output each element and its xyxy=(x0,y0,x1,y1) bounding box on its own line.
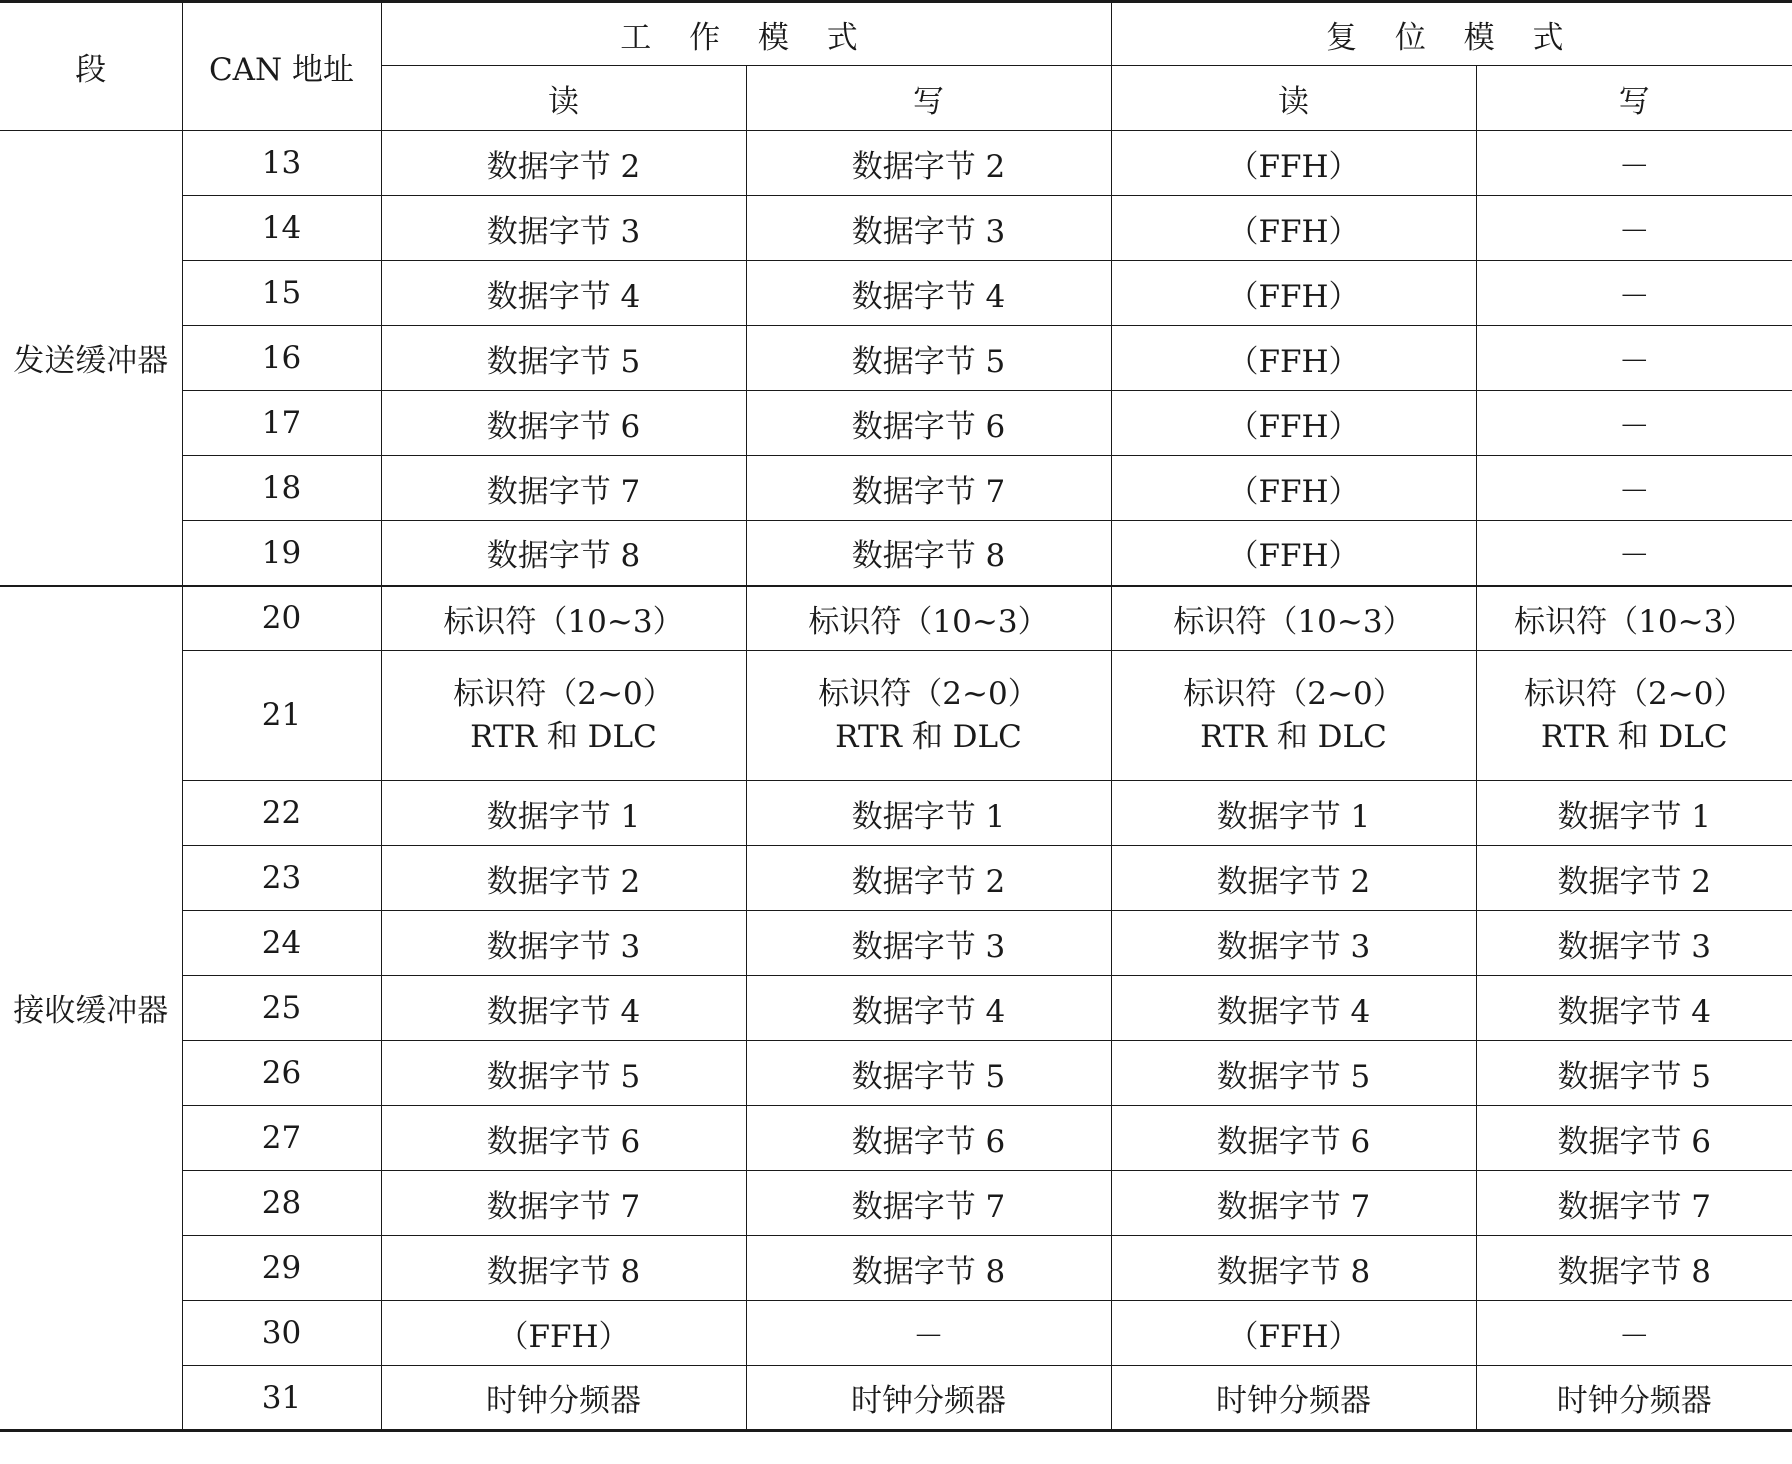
reset-write-cell: 数据字节 2 xyxy=(1476,846,1792,911)
operating-read-cell: （FFH） xyxy=(381,1301,746,1366)
reset-read-cell: 数据字节 7 xyxy=(1111,1171,1476,1236)
operating-read-cell: 数据字节 4 xyxy=(381,976,746,1041)
operating-write-cell: 数据字节 7 xyxy=(746,1171,1111,1236)
reset-write-cell: － xyxy=(1476,196,1792,261)
operating-read-cell: 时钟分频器 xyxy=(381,1366,746,1431)
reset-read-cell: （FFH） xyxy=(1111,1301,1476,1366)
operating-read-cell: 数据字节 2 xyxy=(381,131,746,196)
operating-read-cell: 数据字节 8 xyxy=(381,521,746,586)
table-body xyxy=(0,131,1792,1431)
address-cell: 27 xyxy=(182,1106,381,1171)
operating-write-cell: － xyxy=(746,1301,1111,1366)
table-row xyxy=(0,651,1792,781)
operating-write-cell: 数据字节 2 xyxy=(746,846,1111,911)
reset-read-cell: 数据字节 3 xyxy=(1111,911,1476,976)
address-cell: 29 xyxy=(182,1236,381,1301)
operating-write-cell xyxy=(746,651,1111,781)
reset-write-cell: － xyxy=(1476,1301,1792,1366)
header-segment: 段 xyxy=(0,2,182,131)
table-header xyxy=(0,2,1792,131)
operating-read-cell: 数据字节 5 xyxy=(381,326,746,391)
address-cell: 30 xyxy=(182,1301,381,1366)
cell-line: RTR 和 DLC xyxy=(835,718,1022,755)
reset-read-cell: 数据字节 2 xyxy=(1111,846,1476,911)
reset-read-cell: 数据字节 1 xyxy=(1111,781,1476,846)
operating-write-cell: 数据字节 2 xyxy=(746,131,1111,196)
operating-write-cell: 标识符（10~3） xyxy=(746,586,1111,651)
header-operating-mode: 工 作 模 式 xyxy=(381,2,1111,66)
reset-write-cell: 数据字节 5 xyxy=(1476,1041,1792,1106)
header-reset-write: 写 xyxy=(1476,66,1792,131)
reset-write-cell: 时钟分频器 xyxy=(1476,1366,1792,1431)
operating-write-cell: 数据字节 5 xyxy=(746,1041,1111,1106)
address-cell: 21 xyxy=(182,651,381,781)
reset-read-cell: 数据字节 4 xyxy=(1111,976,1476,1041)
cell-line: RTR 和 DLC xyxy=(1540,718,1728,755)
operating-write-cell: 数据字节 8 xyxy=(746,1236,1111,1301)
reset-read-cell: 数据字节 5 xyxy=(1111,1041,1476,1106)
operating-read-cell: 数据字节 2 xyxy=(381,846,746,911)
operating-write-cell: 数据字节 8 xyxy=(746,521,1111,586)
address-cell: 26 xyxy=(182,1041,381,1106)
reset-write-cell: － xyxy=(1476,521,1792,586)
address-cell: 17 xyxy=(182,391,381,456)
reset-write-cell: － xyxy=(1476,131,1792,196)
operating-read-cell: 数据字节 5 xyxy=(381,1041,746,1106)
table-row xyxy=(0,911,1792,976)
reset-write-cell: 数据字节 6 xyxy=(1476,1106,1792,1171)
reset-read-cell: （FFH） xyxy=(1111,521,1476,586)
address-cell: 23 xyxy=(182,846,381,911)
table-row xyxy=(0,261,1792,326)
table-row xyxy=(0,1171,1792,1236)
operating-read-cell: 标识符（10~3） xyxy=(381,586,746,651)
address-cell: 22 xyxy=(182,781,381,846)
reset-read-cell: （FFH） xyxy=(1111,326,1476,391)
reset-write-cell: － xyxy=(1476,391,1792,456)
reset-write-cell: 数据字节 7 xyxy=(1476,1171,1792,1236)
header-operating-read: 读 xyxy=(381,66,746,131)
table-row xyxy=(0,456,1792,521)
address-cell: 18 xyxy=(182,456,381,521)
reset-read-cell xyxy=(1111,651,1476,781)
cell-line: RTR 和 DLC xyxy=(1200,718,1387,755)
address-cell: 20 xyxy=(182,586,381,651)
operating-write-cell: 数据字节 3 xyxy=(746,196,1111,261)
operating-write-cell: 数据字节 1 xyxy=(746,781,1111,846)
address-cell: 28 xyxy=(182,1171,381,1236)
table-row xyxy=(0,1041,1792,1106)
operating-read-cell: 数据字节 4 xyxy=(381,261,746,326)
reset-read-cell: （FFH） xyxy=(1111,131,1476,196)
reset-write-cell: 数据字节 3 xyxy=(1476,911,1792,976)
reset-read-cell: 数据字节 6 xyxy=(1111,1106,1476,1171)
header-reset-mode: 复 位 模 式 xyxy=(1111,2,1792,66)
reset-read-cell: （FFH） xyxy=(1111,391,1476,456)
reset-write-cell: 数据字节 1 xyxy=(1476,781,1792,846)
address-cell: 16 xyxy=(182,326,381,391)
reset-write-cell: － xyxy=(1476,456,1792,521)
cell-line: 标识符（2~0） xyxy=(453,675,674,712)
table-row xyxy=(0,131,1792,196)
reset-read-cell: 时钟分频器 xyxy=(1111,1366,1476,1431)
reset-read-cell: （FFH） xyxy=(1111,261,1476,326)
operating-read-cell: 数据字节 7 xyxy=(381,1171,746,1236)
reset-write-cell xyxy=(1476,651,1792,781)
reset-read-cell: （FFH） xyxy=(1111,196,1476,261)
cell-line: RTR 和 DLC xyxy=(470,718,657,755)
table-row xyxy=(0,1236,1792,1301)
table-row xyxy=(0,521,1792,586)
address-cell: 24 xyxy=(182,911,381,976)
reset-read-cell: 标识符（10~3） xyxy=(1111,586,1476,651)
reset-write-cell: 标识符（10~3） xyxy=(1476,586,1792,651)
operating-read-cell: 数据字节 1 xyxy=(381,781,746,846)
address-cell: 14 xyxy=(182,196,381,261)
header-can-address: CAN 地址 xyxy=(182,2,381,131)
reset-read-cell: 数据字节 8 xyxy=(1111,1236,1476,1301)
table-row xyxy=(0,326,1792,391)
reset-write-cell: 数据字节 8 xyxy=(1476,1236,1792,1301)
address-cell: 31 xyxy=(182,1366,381,1431)
address-cell: 15 xyxy=(182,261,381,326)
operating-read-cell: 数据字节 6 xyxy=(381,1106,746,1171)
operating-read-cell: 数据字节 8 xyxy=(381,1236,746,1301)
address-cell: 19 xyxy=(182,521,381,586)
operating-read-cell: 数据字节 3 xyxy=(381,911,746,976)
reset-write-cell: － xyxy=(1476,326,1792,391)
table-row xyxy=(0,1106,1792,1171)
segment-cell: 接收缓冲器 xyxy=(0,586,182,1431)
reset-write-cell: － xyxy=(1476,261,1792,326)
table-row xyxy=(0,196,1792,261)
operating-write-cell: 数据字节 6 xyxy=(746,1106,1111,1171)
cell-line: 标识符（2~0） xyxy=(1524,675,1745,712)
operating-write-cell: 数据字节 7 xyxy=(746,456,1111,521)
cell-line: 标识符（2~0） xyxy=(818,675,1039,712)
operating-write-cell: 数据字节 3 xyxy=(746,911,1111,976)
table-row xyxy=(0,586,1792,651)
reset-write-cell: 数据字节 4 xyxy=(1476,976,1792,1041)
address-cell: 13 xyxy=(182,131,381,196)
operating-write-cell: 时钟分频器 xyxy=(746,1366,1111,1431)
segment-cell: 发送缓冲器 xyxy=(0,131,182,586)
table-row xyxy=(0,781,1792,846)
operating-write-cell: 数据字节 6 xyxy=(746,391,1111,456)
operating-write-cell: 数据字节 4 xyxy=(746,976,1111,1041)
operating-write-cell: 数据字节 5 xyxy=(746,326,1111,391)
operating-write-cell: 数据字节 4 xyxy=(746,261,1111,326)
table-row xyxy=(0,1366,1792,1431)
header-reset-read: 读 xyxy=(1111,66,1476,131)
table-row xyxy=(0,976,1792,1041)
operating-read-cell xyxy=(381,651,746,781)
reset-read-cell: （FFH） xyxy=(1111,456,1476,521)
cell-line: 标识符（2~0） xyxy=(1183,675,1404,712)
operating-read-cell: 数据字节 6 xyxy=(381,391,746,456)
address-cell: 25 xyxy=(182,976,381,1041)
table-row xyxy=(0,1301,1792,1366)
operating-read-cell: 数据字节 7 xyxy=(381,456,746,521)
header-operating-write: 写 xyxy=(746,66,1111,131)
table-row xyxy=(0,846,1792,911)
table-row xyxy=(0,391,1792,456)
operating-read-cell: 数据字节 3 xyxy=(381,196,746,261)
